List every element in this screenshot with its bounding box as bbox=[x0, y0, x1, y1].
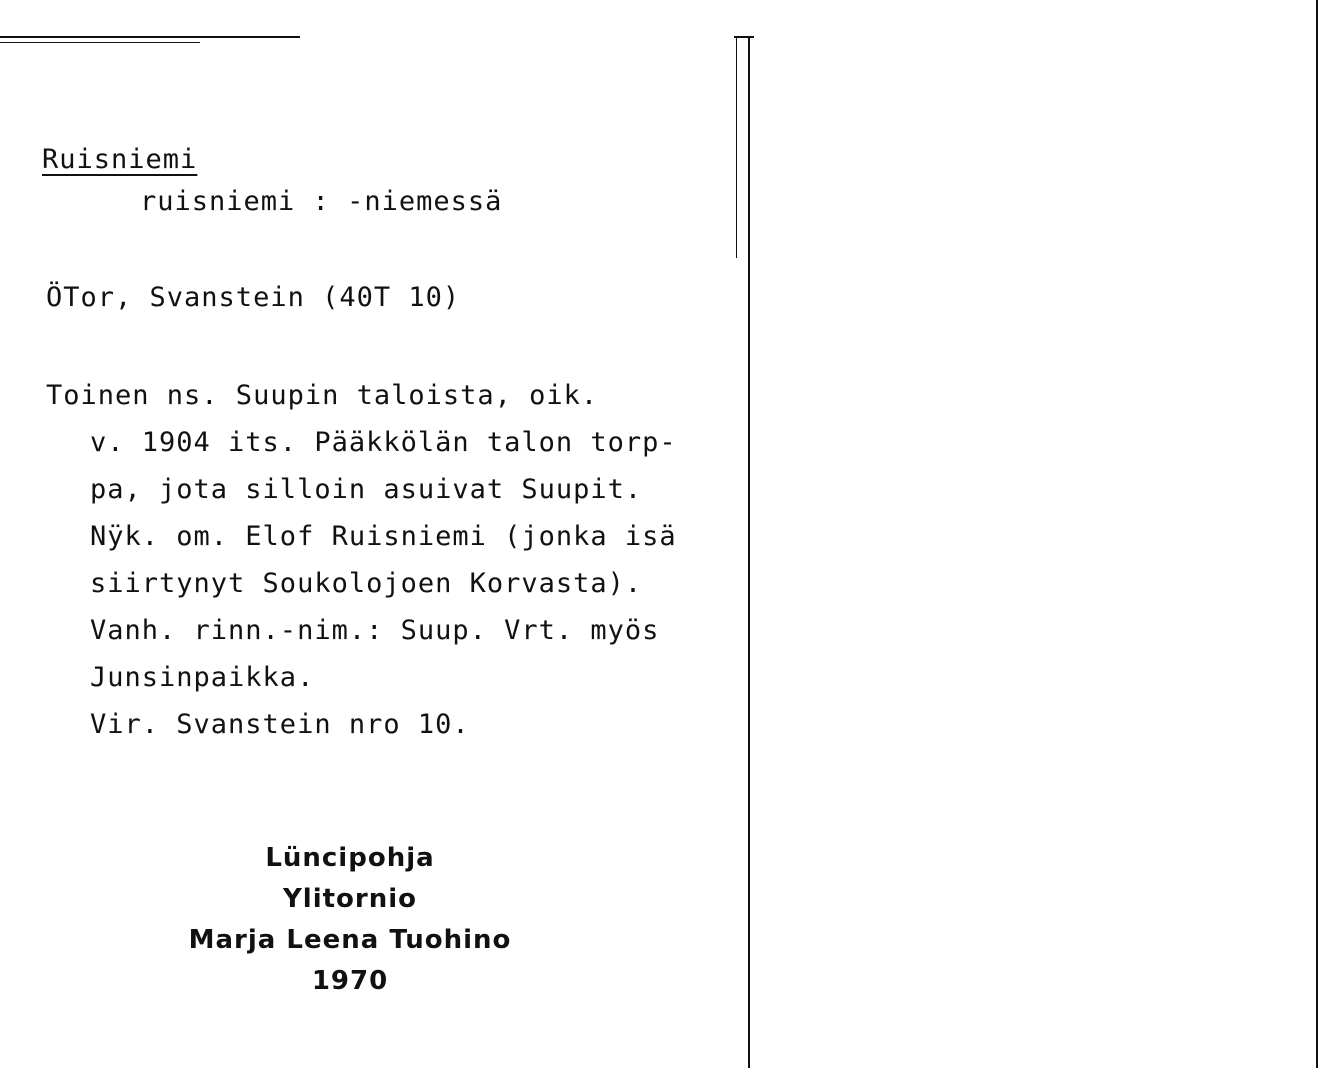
description-line: Vir. Svanstein nro 10. bbox=[90, 709, 470, 740]
right-edge-line bbox=[1316, 0, 1318, 1068]
description-line: Vanh. rinn.-nim.: Suup. Vrt. myös bbox=[90, 615, 660, 646]
stamp-region: Lüncipohja bbox=[265, 843, 435, 873]
card-divider-tick bbox=[734, 36, 754, 38]
description-line: Nÿk. om. Elof Ruisniemi (jonka isä bbox=[90, 521, 677, 552]
inflection-form: ruisniemi : -niemessä bbox=[140, 186, 503, 217]
card-inner-edge bbox=[736, 38, 737, 258]
stamp-year: 1970 bbox=[311, 966, 389, 996]
description-line: Junsinpaikka. bbox=[90, 662, 315, 693]
description-line: Toinen ns. Suupin taloista, oik. bbox=[46, 380, 599, 411]
description-line: pa, jota silloin asuivat Suupit. bbox=[90, 474, 643, 505]
description-line: v. 1904 its. Pääkkölän talon torp- bbox=[90, 427, 677, 458]
top-edge-line bbox=[0, 36, 300, 38]
top-edge-line-2 bbox=[0, 42, 200, 43]
stamp-collector: Marja Leena Tuohino bbox=[188, 925, 512, 955]
place-name-heading: Ruisniemi bbox=[42, 144, 198, 175]
parish-reference: ÖTor, Svanstein (40T 10) bbox=[46, 282, 461, 313]
card-divider-line bbox=[748, 36, 750, 1068]
description-text bbox=[46, 372, 677, 748]
stamp-municipality: Ylitornio bbox=[282, 884, 418, 914]
collector-stamp bbox=[150, 838, 550, 1002]
description-line: siirtynyt Soukolojoen Korvasta). bbox=[90, 568, 643, 599]
